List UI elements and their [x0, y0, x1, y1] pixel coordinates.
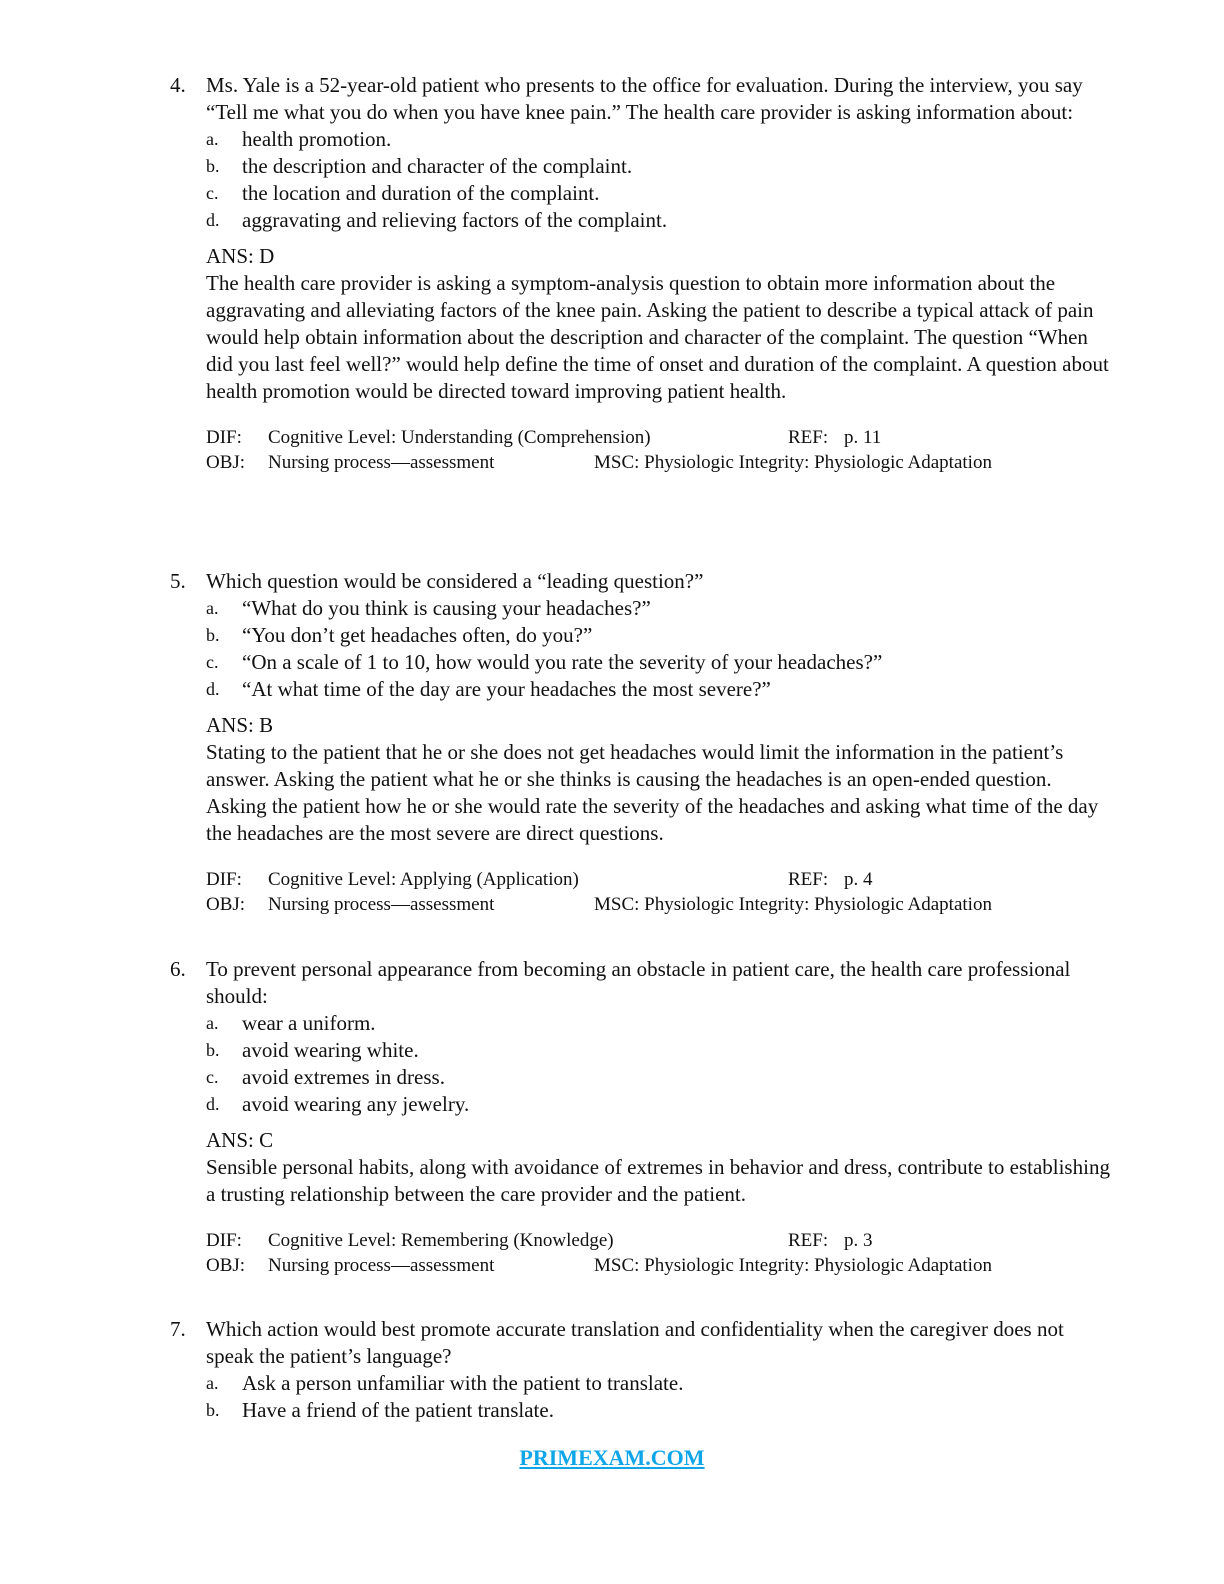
- option-letter: d.: [206, 1094, 220, 1114]
- option-b: [206, 1397, 1110, 1424]
- option-text: avoid extremes in dress.: [242, 1065, 445, 1089]
- option-text: “What do you think is causing your headaches?”: [242, 596, 651, 620]
- option-letter: a.: [206, 1013, 219, 1033]
- option-text: wear a uniform.: [242, 1011, 376, 1035]
- option-text: Have a friend of the patient translate.: [242, 1398, 554, 1422]
- difficulty-level: Cognitive Level: Understanding (Comprehension): [268, 427, 651, 448]
- question-stem: Which action would best promote accurate translation and confidentiality when the caregiver does not speak the patient’s language?: [206, 1317, 1064, 1368]
- option-letter: b.: [206, 1400, 220, 1420]
- rationale: Sensible personal habits, along with avoidance of extremes in behavior and dress, contribute to establishing a trusting relationship between the care provider and the patient.: [206, 1155, 1110, 1206]
- option-letter: a.: [206, 598, 219, 618]
- option-c: [206, 1064, 1110, 1091]
- ref-label: REF:: [788, 427, 829, 448]
- question-6: [170, 956, 1110, 1278]
- option-b: [206, 1037, 1110, 1064]
- answer-block: [206, 712, 1110, 847]
- question-stem: Which question would be considered a “leading question?”: [206, 569, 704, 593]
- objective: Nursing process—assessment: [268, 452, 495, 473]
- dif-label: DIF:: [206, 1230, 242, 1251]
- ref-label: REF:: [788, 1230, 829, 1251]
- option-text: the location and duration of the complaint.: [242, 181, 600, 205]
- options-list: [206, 126, 1110, 234]
- option-letter: b.: [206, 625, 220, 645]
- option-text: “At what time of the day are your headaches the most severe?”: [242, 677, 771, 701]
- option-b: [206, 622, 1110, 649]
- option-text: “You don’t get headaches often, do you?”: [242, 623, 593, 647]
- option-a: [206, 1010, 1110, 1037]
- question-7: [170, 1316, 1110, 1424]
- page-reference: p. 3: [844, 1230, 873, 1251]
- option-d: [206, 676, 1110, 703]
- option-text: avoid wearing any jewelry.: [242, 1092, 470, 1116]
- question-4: [170, 72, 1110, 475]
- question-stem: Ms. Yale is a 52-year-old patient who presents to the office for evaluation. During the interview, you say “Tell me what you do when you have knee pain.” The health care provider is asking information about:: [206, 73, 1083, 124]
- options-list: [206, 1370, 1110, 1424]
- obj-label: OBJ:: [206, 894, 246, 915]
- option-letter: b.: [206, 1040, 220, 1060]
- primexam-link[interactable]: PRIMEXAM.COM: [519, 1445, 705, 1470]
- options-list: [206, 595, 1110, 703]
- dif-label: DIF:: [206, 869, 242, 890]
- ref-label: REF:: [788, 869, 829, 890]
- question-metadata: [206, 1228, 1110, 1278]
- answer-block: [206, 243, 1110, 405]
- option-b: [206, 153, 1110, 180]
- option-letter: a.: [206, 129, 219, 149]
- option-text: aggravating and relieving factors of the complaint.: [242, 208, 668, 232]
- option-text: “On a scale of 1 to 10, how would you rate the severity of your headaches?”: [242, 650, 883, 674]
- option-text: Ask a person unfamiliar with the patient to translate.: [242, 1371, 684, 1395]
- question-number: 6.: [170, 957, 186, 981]
- option-text: health promotion.: [242, 127, 392, 151]
- answer-key: ANS: D: [206, 244, 275, 268]
- question-number: 7.: [170, 1317, 186, 1341]
- option-letter: c.: [206, 1067, 219, 1087]
- msc-category: MSC: Physiologic Integrity: Physiologic Adaptation: [594, 452, 992, 473]
- option-letter: c.: [206, 652, 219, 672]
- obj-label: OBJ:: [206, 452, 246, 473]
- question-5: [170, 568, 1110, 917]
- answer-block: [206, 1127, 1110, 1208]
- option-letter: b.: [206, 156, 220, 176]
- options-list: [206, 1010, 1110, 1118]
- option-c: [206, 180, 1110, 207]
- obj-label: OBJ:: [206, 1255, 246, 1276]
- option-text: the description and character of the complaint.: [242, 154, 633, 178]
- option-text: avoid wearing white.: [242, 1038, 419, 1062]
- rationale: Stating to the patient that he or she does not get headaches would limit the information in the patient’s answer. Asking the patient what he or she thinks is causing the headaches is an open-ended question. Asking the patient how he or she would rate the severity of the headaches and asking what time of the day the headaches are the most severe are direct questions.: [206, 740, 1099, 845]
- difficulty-level: Cognitive Level: Remembering (Knowledge): [268, 1230, 614, 1251]
- page-reference: p. 4: [844, 869, 873, 890]
- option-letter: d.: [206, 679, 220, 699]
- option-d: [206, 207, 1110, 234]
- option-letter: d.: [206, 210, 220, 230]
- option-a: [206, 126, 1110, 153]
- option-letter: a.: [206, 1373, 219, 1393]
- rationale: The health care provider is asking a symptom-analysis question to obtain more information about the aggravating and alleviating factors of the knee pain. Asking the patient to describe a typical attack of pain would help obtain information about the description and character of the complaint. The question “When did you last feel well?” would help define the time of onset and duration of the complaint. A question about health promotion would be directed toward improving patient health.: [206, 271, 1109, 403]
- question-number: 4.: [170, 73, 186, 97]
- question-metadata: [206, 867, 1110, 917]
- msc-category: MSC: Physiologic Integrity: Physiologic Adaptation: [594, 894, 992, 915]
- question-number: 5.: [170, 569, 186, 593]
- page-footer: [0, 1444, 1224, 1472]
- question-stem: To prevent personal appearance from becoming an obstacle in patient care, the health care professional should:: [206, 957, 1071, 1008]
- msc-category: MSC: Physiologic Integrity: Physiologic Adaptation: [594, 1255, 992, 1276]
- objective: Nursing process—assessment: [268, 894, 495, 915]
- answer-key: ANS: B: [206, 713, 274, 737]
- difficulty-level: Cognitive Level: Applying (Application): [268, 869, 579, 890]
- question-metadata: [206, 425, 1110, 475]
- answer-key: ANS: C: [206, 1128, 274, 1152]
- option-d: [206, 1091, 1110, 1118]
- option-letter: c.: [206, 183, 219, 203]
- objective: Nursing process—assessment: [268, 1255, 495, 1276]
- option-c: [206, 649, 1110, 676]
- option-a: [206, 1370, 1110, 1397]
- dif-label: DIF:: [206, 427, 242, 448]
- option-a: [206, 595, 1110, 622]
- page-reference: p. 11: [844, 427, 882, 448]
